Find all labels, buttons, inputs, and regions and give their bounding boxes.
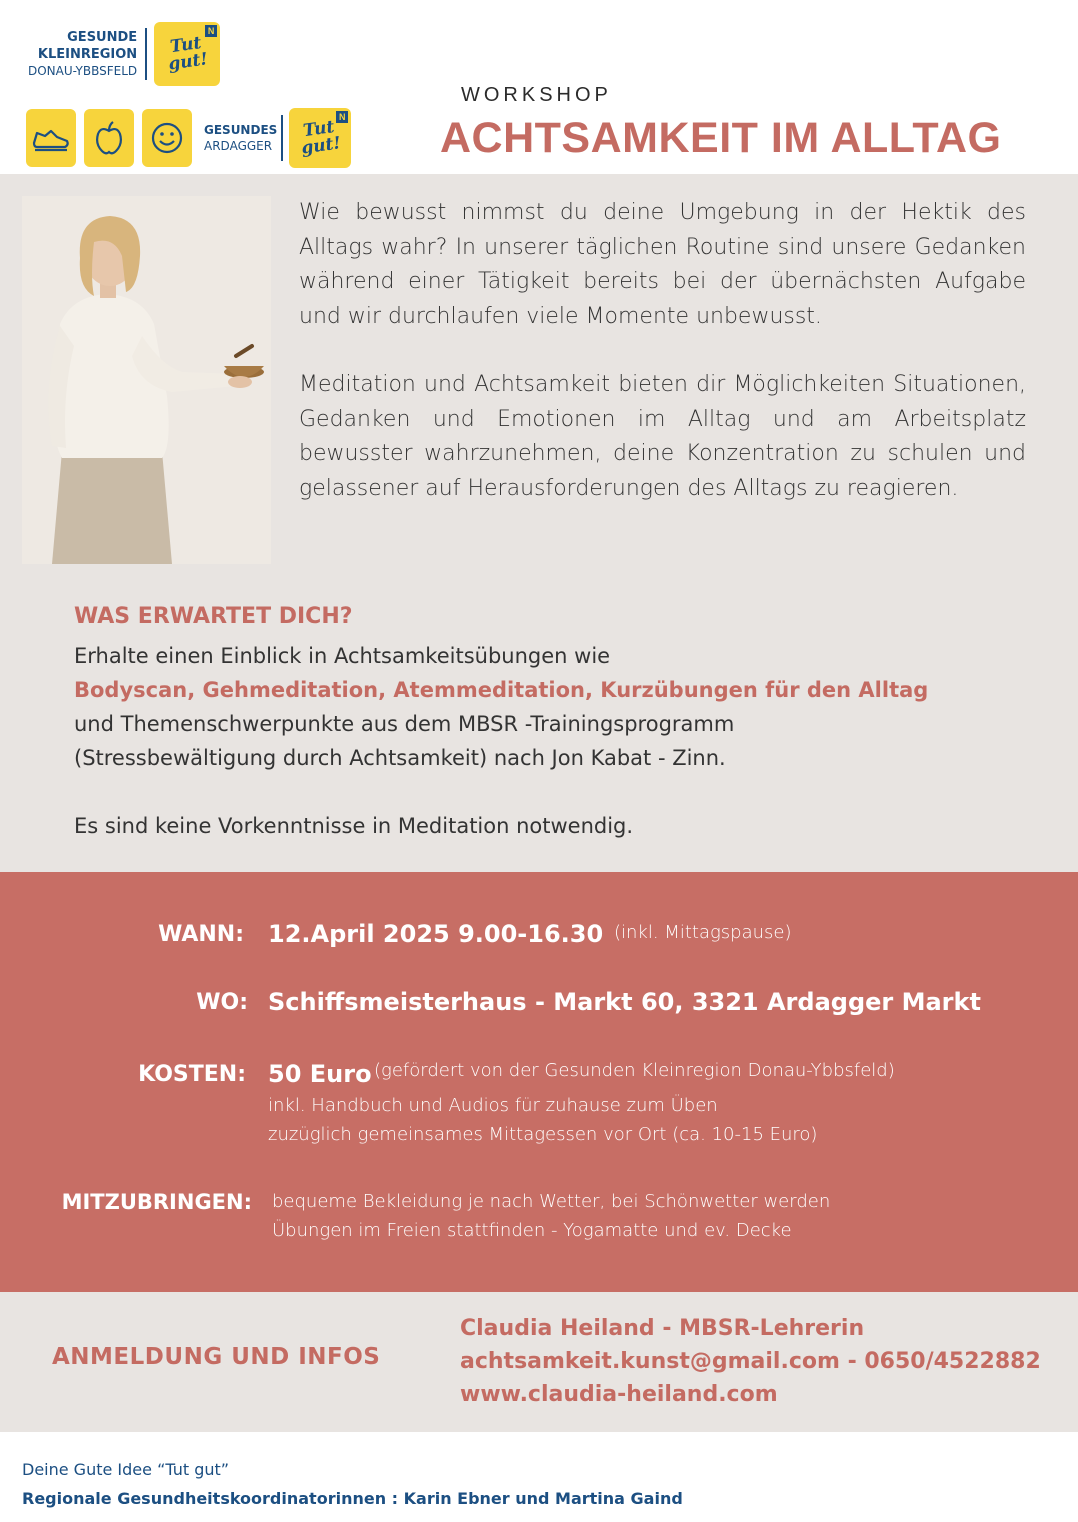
expect-line: Erhalte einen Einblick in Achtsamkeitsübungen wie [74,644,611,668]
region-logo-line2: KLEINREGION [37,46,138,62]
intro-paragraph-1: Wie bewusst nimmst du deine Umgebung in der Hektik des Alltags wahr? In unserer täglichen Routine sind unsere Gedanken während einer Tätigkeit bereits bei der übernächsten Aufgabe und wir durchlaufen viele Momente unbewusst. [299,200,1026,329]
badge-corner: N [336,111,348,123]
expect-highlight: Bodyscan, Gehmeditation, Atemmeditation, Kurzübungen für den Alltag [74,678,929,702]
smiley-icon [142,109,192,167]
header [0,0,1078,174]
badge-corner: N [205,25,217,37]
instructor-photo [22,196,271,564]
where-label: WO: [196,990,248,1015]
cost-note: (gefördert von der Gesunden Kleinregion Donau-Ybbsfeld) [374,1060,895,1081]
logo-divider [281,115,283,161]
when-value: 12.April 2025 9.00-16.30 [268,920,604,948]
tut-gut-badge [289,108,351,168]
region-logo-line1: GESUNDE [67,29,138,45]
ardagger-logo-line1: GESUNDES [204,123,278,137]
page-title: ACHTSAMKEIT IM ALLTAG [440,114,1002,162]
ardagger-logo-line2: ARDAGGER [204,139,273,153]
workshop-kicker: WORKSHOP [461,84,612,106]
badge-text: Tut gut! [300,117,343,159]
shoe-icon [26,109,76,167]
when-label: WANN: [158,922,244,947]
logo-divider [145,28,147,80]
footer-line-2: Regionale Gesundheitskoordinatorinnen : Karin Ebner und Martina Gaind [22,1489,683,1508]
bring-label: MITZUBRINGEN: [61,1190,252,1214]
details-section [0,872,1078,1292]
intro-text [299,196,1026,540]
expect-line: (Stressbewältigung durch Achtsamkeit) nach Jon Kabat - Zinn. [74,746,726,770]
cost-note: zuzüglich gemeinsames Mittagessen vor Ort (ca. 10-15 Euro) [268,1124,818,1145]
cost-label: KOSTEN: [138,1062,246,1087]
badge-text: Tut gut! [167,33,210,75]
ardagger-logo [26,108,351,168]
intro-paragraph-2: Meditation und Achtsamkeit bieten dir Möglichkeiten Situationen, Gedanken und Emotionen im Alltag und am Arbeitsplatz bewusster wahrzunehmen, deine Konzentration zu schulen und gelassener auf Herausforderungen des Alltags zu reagieren. [299,372,1026,501]
when-note: (inkl. Mittagspause) [614,922,792,943]
cost-note: inkl. Handbuch und Audios für zuhause zum Üben [268,1095,718,1116]
cost-value: 50 Euro [268,1060,372,1088]
footer-line-1: Deine Gute Idee “Tut gut” [22,1460,230,1479]
apple-icon [84,109,134,167]
expect-line: und Themenschwerpunkte aus dem MBSR -Trainingsprogramm [74,712,735,736]
contact-name: Claudia Heiland - MBSR-Lehrerin [460,1316,865,1341]
region-logo [28,22,220,86]
region-logo-line3: DONAU-YBBSFELD [28,63,138,78]
registration-section [0,1292,1078,1432]
contact-email-phone[interactable]: achtsamkeit.kunst@gmail.com - 0650/4522882 [460,1349,1041,1374]
where-value: Schiffsmeisterhaus - Markt 60, 3321 Ardagger Markt [268,988,981,1016]
footer [0,1432,1078,1522]
bring-note: Übungen im Freien stattfinden - Yogamatte und ev. Decke [272,1220,792,1241]
bring-note: bequeme Bekleidung je nach Wetter, bei Schönwetter werden [272,1191,831,1212]
tut-gut-badge [154,22,220,86]
contact-website-link[interactable]: www.claudia-heiland.com [460,1382,778,1407]
expect-line: Es sind keine Vorkenntnisse in Meditation notwendig. [74,814,634,838]
intro-section [0,174,1078,872]
expect-heading: WAS ERWARTET DICH? [74,604,353,629]
expect-section [74,604,1034,843]
registration-title: ANMELDUNG UND INFOS [52,1344,381,1370]
